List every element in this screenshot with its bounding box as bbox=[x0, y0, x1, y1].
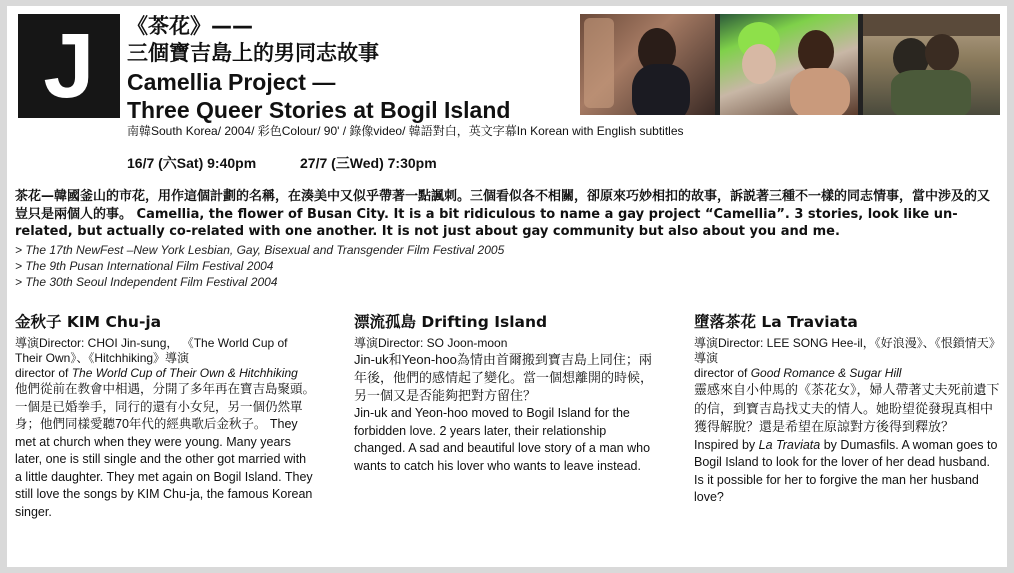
story-column-drifting-island bbox=[354, 312, 654, 475]
story-director: 導演Director: CHOI Jin-sung， 《The World Cup of Their Own》、《Hitchhiking》導演 bbox=[15, 336, 288, 365]
film-stills-strip bbox=[580, 14, 1000, 115]
title-chinese-line2: 三個寶吉島上的男同志故事 bbox=[127, 41, 379, 65]
program-page bbox=[7, 6, 1007, 567]
credits-works: The World Cup of Their Own & Hitchhiking bbox=[71, 366, 298, 380]
synopsis: 茶花—韓國釜山的市花，用作這個計劃的名稱，在湊美中又似乎帶著一點諷刺。三個看似各不相關，卻原來巧妙相扣的故事，訴説著三種不一樣的同志情事，當中涉及的又豈只是兩個人的事。 Camellia, the flower of Busan City. It is a bit ridiculous to name a gay project “Camellia”. 3 stories, look like un-related, but actually co-related with one another. It is not just about gay community but also about you and me. bbox=[15, 189, 991, 239]
story-title: 墮落茶花 La Traviata bbox=[694, 313, 858, 331]
film-still-image bbox=[580, 14, 715, 115]
story-column-kim-chu-ja bbox=[15, 312, 315, 521]
credits-prefix: director of bbox=[15, 366, 72, 380]
story-description-english-pre: Inspired by bbox=[694, 437, 759, 452]
film-still-image bbox=[720, 14, 858, 115]
story-director: 導演Director: LEE SONG Hee-il，《好浪漫》、《恨鎖情天》導演 bbox=[694, 336, 995, 365]
film-still-image bbox=[863, 14, 1000, 115]
story-description bbox=[694, 381, 1000, 507]
story-director-credits bbox=[15, 366, 315, 381]
story-description: 他們從前在教會中相遇，分開了多年再在寶吉島聚頭。一個是已婚拳手，同行的還有小女兒，另一個仍然單身；他們同樣愛聽70年代的經典歌后金秋子。 They met at church when they were young. Many years later, one is still single and the other got married with a little daughter. They met again on Bogil Island. They still love the songs by KIM Chu-ja, the famous Korean singer. bbox=[15, 382, 316, 519]
story-description-work-title: La Traviata bbox=[758, 437, 821, 452]
story-director-credits bbox=[694, 366, 1000, 381]
story-title: 金秋子 KIM Chu-ja bbox=[15, 313, 162, 331]
festival-item: > The 9th Pusan International Film Festival 2004 bbox=[15, 259, 274, 273]
title-english-line1: Camellia Project — bbox=[127, 69, 336, 95]
credits-works: Good Romance & Sugar Hill bbox=[750, 366, 902, 380]
story-title: 漂流孤島 Drifting Island bbox=[354, 313, 548, 331]
story-description-chinese: Jin-uk和Yeon-hoo為情由首爾搬到寶吉島上同住；兩年後，他們的感情起了變化。當一個想離開的時候，另一個又是否能夠把對方留住？ bbox=[354, 352, 654, 403]
festival-item: > The 17th NewFest –New York Lesbian, Gay, Bisexual and Transgender Film Festival 2005 bbox=[15, 243, 505, 257]
story-description-english: Jin-uk and Yeon-hoo moved to Bogil Island for the forbidden love. 2 years later, their relationship changed. A sad and beautiful love story of a man who wants to catch his lover who wants to leave instead. bbox=[354, 406, 651, 473]
title-chinese-line1: 《茶花》—— bbox=[127, 14, 253, 38]
story-column-la-traviata bbox=[694, 312, 1000, 507]
credits-prefix: director of bbox=[694, 366, 751, 380]
section-letter-badge: J bbox=[18, 14, 120, 118]
festival-item: > The 30th Seoul Independent Film Festival 2004 bbox=[15, 275, 278, 289]
film-meta: 南韓South Korea/ 2004/ 彩色Colour/ 90' / 錄像video/ 韓語對白，英文字幕In Korean with English subtitles bbox=[127, 124, 684, 138]
screening-time-1: 16/7 (六Sat) 9:40pm bbox=[127, 155, 257, 171]
title-english-line2: Three Queer Stories at Bogil Island bbox=[127, 97, 511, 123]
story-director: 導演Director: SO Joon-moon bbox=[354, 336, 508, 350]
story-description-chinese: 靈感來自小仲馬的《茶花女》，婦人帶著丈夫死前遺下的信，到寶吉島找丈夫的情人。她盼望從發現真相中獲得解脫？還是希望在原諒對方後得到釋放？ bbox=[694, 382, 1000, 434]
screening-time-2: 27/7 (三Wed) 7:30pm bbox=[300, 155, 437, 171]
festival-list bbox=[15, 242, 715, 290]
story-description-english-post: by Dumasfils. A woman goes to Bogil Island to look for the lover of her dead husband. Is it possible for her to forgive the man her husband love? bbox=[694, 437, 998, 504]
